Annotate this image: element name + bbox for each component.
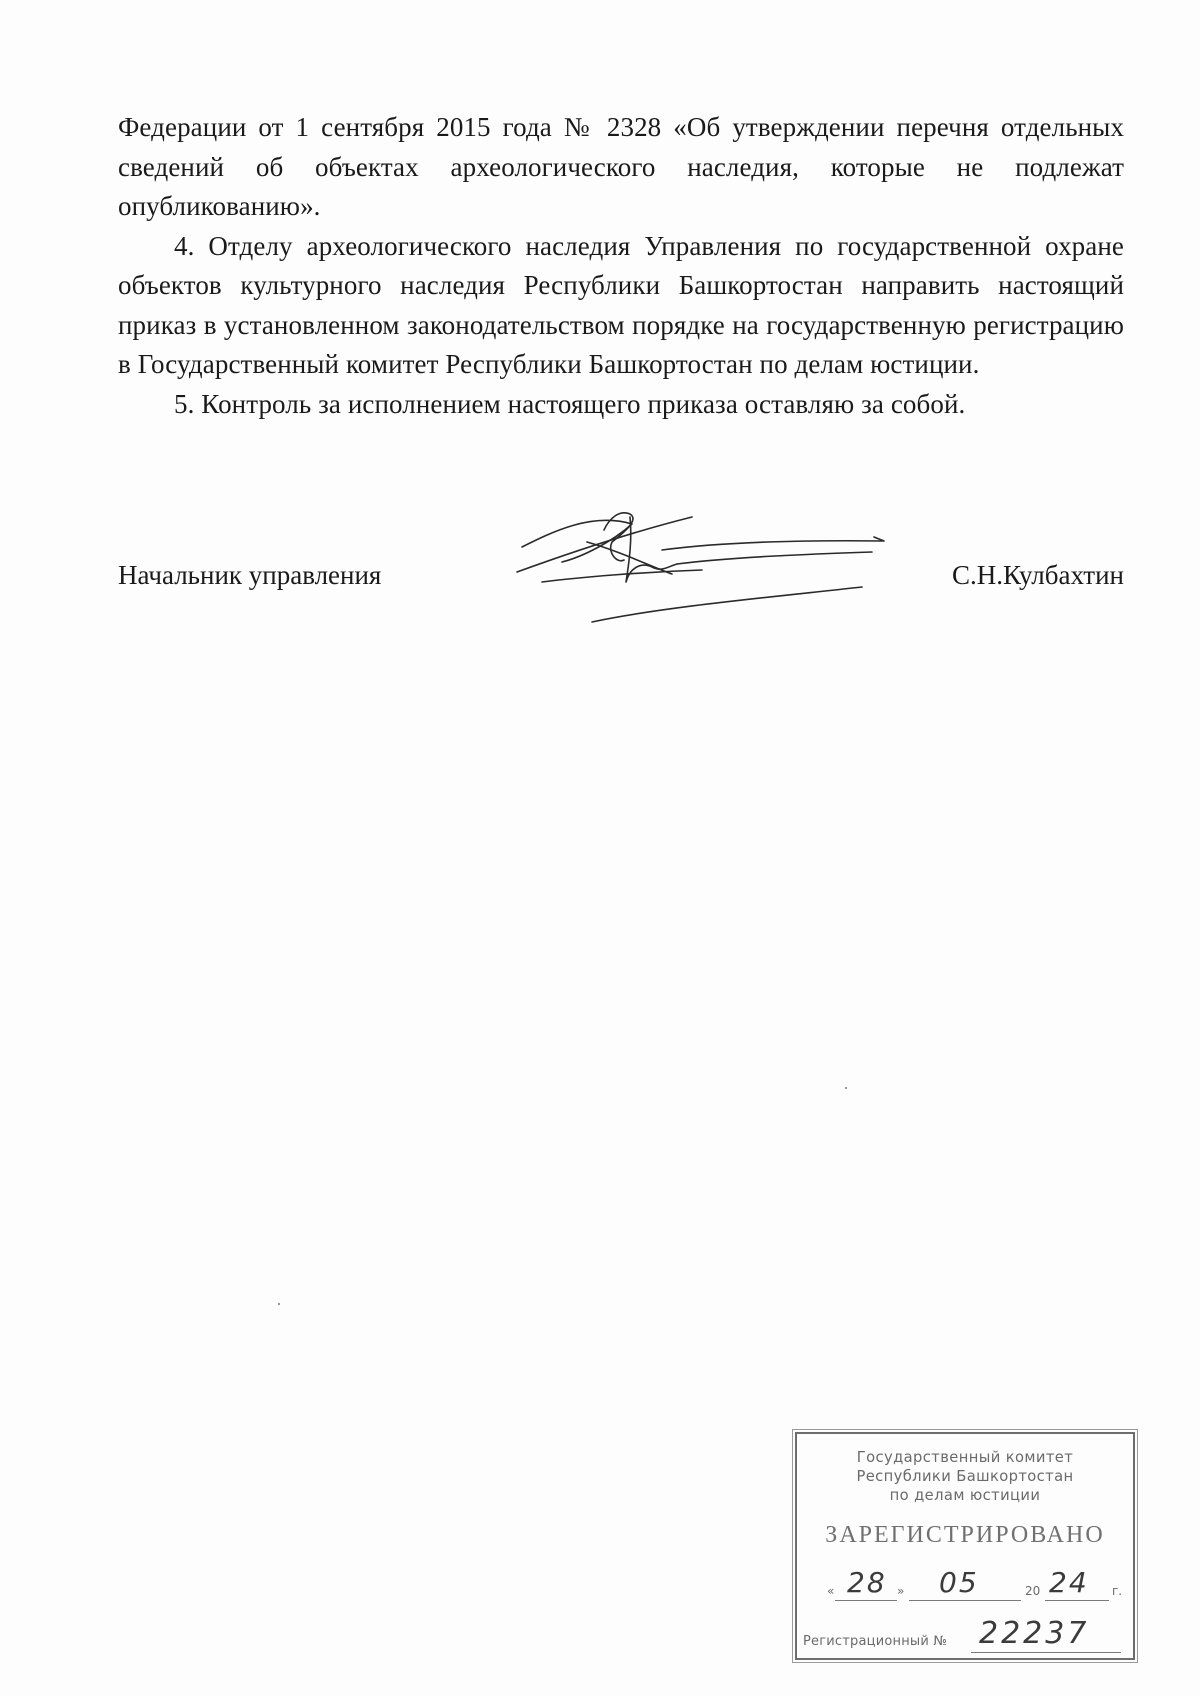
document-body [118,108,1124,424]
stamp-registration-number: 22237 [979,1616,1090,1651]
paragraph-continuation: Федерации от 1 сентября 2015 года № 2328 «Об утверждении перечня отдельных сведений об объектах археологического наследия, которые не подлежат опубликованию». [118,112,1124,221]
paragraph-item-5: 5. Контроль за исполнением настоящего приказа оставляю за собой. [174,388,966,419]
registration-stamp [795,1432,1135,1660]
stamp-registration-label: Регистрационный № [803,1634,948,1649]
signatory-name: С.Н.Кулбахтин [951,560,1124,590]
stamp-day-line [835,1600,897,1601]
scan-speck [278,1303,280,1305]
stamp-org-line: по делам юстиции [889,1486,1041,1504]
stamp-org-line: Государственный комитет [856,1448,1074,1466]
scan-speck [845,1087,847,1089]
stamp-day: 28 [847,1566,887,1599]
stamp-month-line [909,1600,1021,1601]
stamp-registration [803,1616,1123,1656]
stamp-org-line: Республики Башкортостан [856,1467,1074,1485]
stamp-close-quote: » [897,1584,905,1598]
stamp-registration-line [971,1652,1121,1653]
stamp-century: 20 [1025,1584,1041,1598]
stamp-year: 24 [1049,1566,1089,1599]
stamp-year-suffix: г. [1112,1584,1123,1598]
stamp-month: 05 [939,1566,979,1599]
stamp-year-line [1045,1600,1109,1601]
signature-block [118,560,1124,620]
paragraph-item-4: 4. Отделу археологического наследия Управления по государственной охране объектов культурного наследия Республики Башкортостан направить настоящий приказ в установленном законодательством порядке на государственную регистрацию в Государственный комитет Республики Башкортостан по делам юстиции. [118,230,1124,379]
stamp-organization [805,1448,1124,1505]
stamp-date [827,1566,1123,1606]
signatory-position: Начальник управления [118,560,382,590]
stamp-open-quote: « [827,1584,835,1598]
stamp-status: ЗАРЕГИСТРИРОВАНО [825,1522,1105,1548]
